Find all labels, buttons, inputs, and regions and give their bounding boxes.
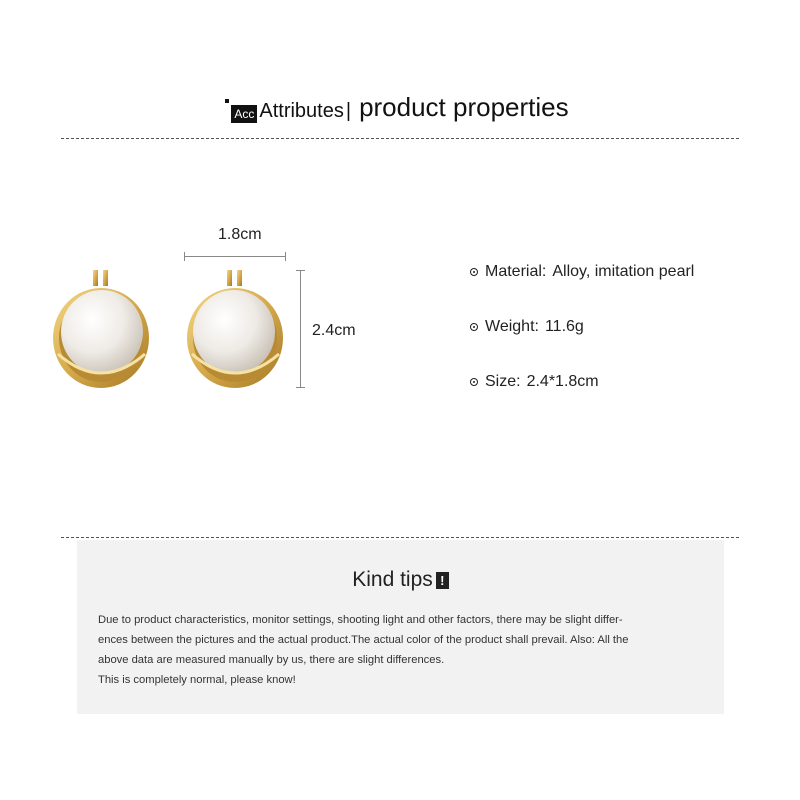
acc-badge: Acc bbox=[231, 105, 257, 123]
property-size bbox=[470, 372, 694, 392]
property-value: Alloy, imitation pearl bbox=[552, 263, 695, 280]
property-label: Size: bbox=[485, 373, 521, 390]
tips-line: This is completely normal, please know! bbox=[98, 674, 296, 686]
width-dimension-line bbox=[184, 256, 286, 257]
property-value: 2.4*1.8cm bbox=[526, 373, 599, 390]
title-separator: | bbox=[345, 100, 352, 122]
earring-image-front bbox=[52, 268, 152, 392]
tips-text bbox=[98, 610, 713, 690]
width-dimension-label: 1.8cm bbox=[218, 226, 262, 243]
tips-title: Kind tips bbox=[352, 568, 433, 591]
height-dimension-line bbox=[300, 270, 301, 388]
property-label: Weight: bbox=[485, 318, 539, 335]
bullet-icon bbox=[470, 268, 478, 276]
tips-line: above data are measured manually by us, there are slight differences. bbox=[98, 654, 445, 666]
title-attributes: Attributes bbox=[259, 100, 344, 122]
divider-bottom bbox=[61, 537, 739, 538]
warning-icon: ! bbox=[436, 572, 449, 589]
divider-top bbox=[61, 138, 739, 139]
property-list bbox=[470, 262, 694, 427]
property-label: Material: bbox=[485, 263, 547, 280]
earring-image-side bbox=[186, 268, 286, 392]
bullet-icon bbox=[470, 323, 478, 331]
page-title: product properties bbox=[359, 92, 569, 122]
property-value: 11.6g bbox=[544, 318, 584, 335]
section-header bbox=[0, 92, 800, 123]
height-dimension-label: 2.4cm bbox=[312, 322, 356, 339]
tips-heading bbox=[77, 568, 724, 592]
tips-line: Due to product characteristics, monitor settings, shooting light and other factors, there may be slight differ- bbox=[98, 614, 623, 626]
property-material bbox=[470, 262, 694, 282]
kind-tips-panel bbox=[77, 540, 724, 714]
tips-line: ences between the pictures and the actual product.The actual color of the product shall prevail. Also: All the bbox=[98, 634, 629, 646]
property-weight bbox=[470, 317, 694, 337]
bullet-icon bbox=[470, 378, 478, 386]
